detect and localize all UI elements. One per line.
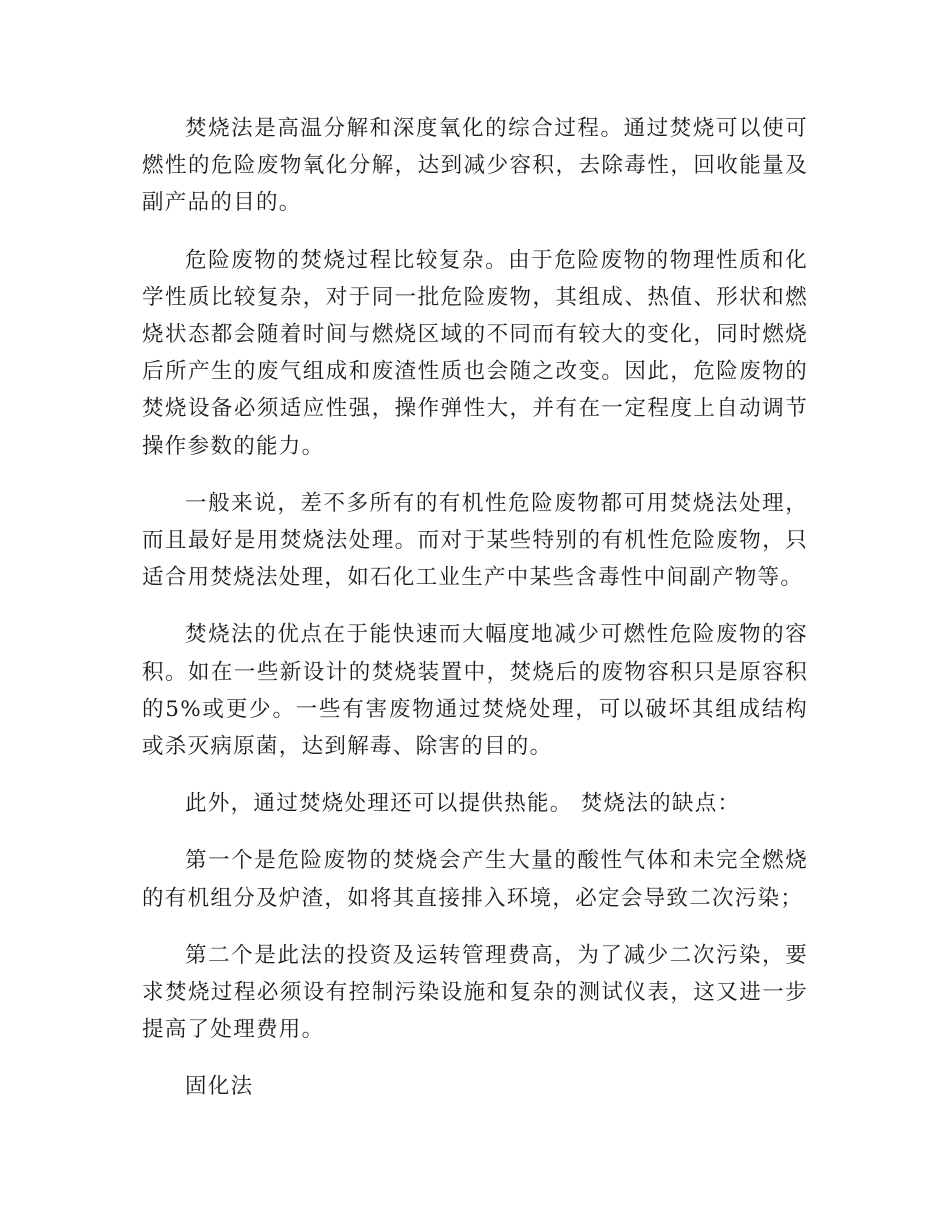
paragraph-incineration-definition: 焚烧法是高温分解和深度氧化的综合过程。通过焚烧可以使可燃性的危险废物氧化分解，达到减少容积，去除毒性，回收能量及副产品的目的。 [142,116,808,216]
paragraph-drawback-two: 第二个是此法的投资及运转管理费高，为了减少二次污染，要求焚烧过程必须设有控制污染设施和复杂的测试仪表，这又进一步提高了处理费用。 [142,942,808,1043]
section-heading-solidification: 固化法 [185,1074,254,1100]
paragraph-organic-waste: 一般来说，差不多所有的有机性危险废物都可用焚烧法处理，而且最好是用焚烧法处理。而对于某些特别的有机性危险废物，只适合用焚烧法处理，如石化工业生产中某些含毒性中间副产物等。 [142,490,808,591]
paragraph-drawback-one: 第一个是危险废物的焚烧会产生大量的酸性气体和未完全燃烧的有机组分及炉渣，如将其直接排入环境，必定会导致二次污染； [142,848,808,911]
paragraph-incineration-complexity: 危险废物的焚烧过程比较复杂。由于危险废物的物理性质和化学性质比较复杂，对于同一批危险废物，其组成、热值、形状和燃烧状态都会随着时间与燃烧区域的不同而有较大的变化，同时燃烧后所产生的废气组成和废渣性质也会随之改变。因此，危险废物的焚烧设备必须适应性强，操作弹性大，并有在一定程度上自动调节操作参数的能力。 [142,247,808,459]
paragraph-advantages: 焚烧法的优点在于能快速而大幅度地减少可燃性危险废物的容积。如在一些新设计的焚烧装置中，焚烧后的废物容积只是原容积的5%或更少。一些有害废物通过焚烧处理，可以破坏其组成结构或杀灭病原菌，达到解毒、除害的目的。 [142,622,808,760]
paragraph-heat-and-drawbacks: 此外，通过焚烧处理还可以提供热能。 焚烧法的缺点： [185,791,741,817]
document-body [142,110,808,1126]
